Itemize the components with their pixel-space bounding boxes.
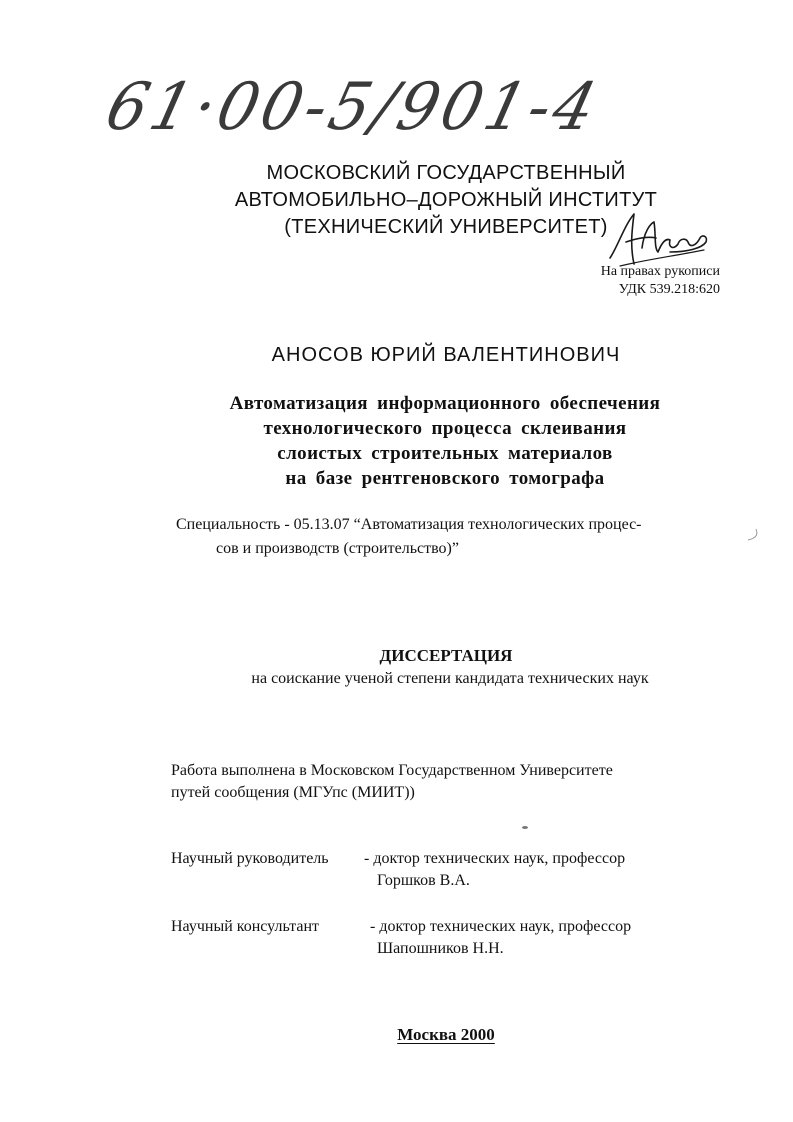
author-name: АНОСОВ ЮРИЙ ВАЛЕНТИНОВИЧ bbox=[271, 344, 621, 366]
institute-name-line-2: АВТОМОБИЛЬНО–ДОРОЖНЫЙ ИНСТИТУТ bbox=[234, 189, 658, 211]
scan-speck bbox=[522, 826, 528, 829]
scan-mark bbox=[746, 528, 760, 542]
title-line-4: на базе рентгеновского томографа bbox=[285, 468, 605, 489]
supervisor-name: Горшков В.А. bbox=[377, 872, 470, 889]
udc-code: УДК 539.218:620 bbox=[618, 282, 720, 297]
city-year: Москва 2000 bbox=[397, 1025, 495, 1044]
title-line-3: слоистых строительных материалов bbox=[277, 443, 613, 464]
specialty-line-1: Специальность - 05.13.07 “Автоматизация технологических процес- bbox=[176, 516, 642, 533]
supervisor-description: - доктор технических наук, профессор bbox=[364, 850, 626, 867]
consultant-name: Шапошников Н.Н. bbox=[377, 940, 504, 957]
handwritten-number-text: 61·00-5/901-4 bbox=[98, 68, 608, 145]
work-done-line-2: путей сообщения (МГУпс (МИИТ)) bbox=[171, 784, 415, 801]
manuscript-rights-note: На правах рукописи bbox=[600, 264, 720, 279]
signature-image bbox=[604, 208, 712, 270]
supervisor-label: Научный руководитель bbox=[171, 850, 329, 867]
title-line-1: Автоматизация информационного обеспечения bbox=[229, 393, 661, 414]
consultant-label: Научный консультант bbox=[171, 918, 319, 935]
title-line-2: технологического процесса склеивания bbox=[263, 418, 627, 439]
work-done-line-1: Работа выполнена в Московском Государственном Университете bbox=[171, 762, 613, 779]
consultant-description: - доктор технических наук, профессор bbox=[370, 918, 632, 935]
institute-name-line-3: (ТЕХНИЧЕСКИЙ УНИВЕРСИТЕТ) bbox=[284, 216, 608, 238]
dissertation-subheading: на соискание ученой степени кандидата технических наук bbox=[251, 670, 649, 687]
specialty-line-2: сов и производств (строительство)” bbox=[216, 540, 459, 557]
handwritten-catalog-number bbox=[98, 62, 608, 146]
dissertation-heading: ДИССЕРТАЦИЯ bbox=[379, 646, 513, 665]
institute-name-line-1: МОСКОВСКИЙ ГОСУДАРСТВЕННЫЙ bbox=[266, 162, 626, 184]
